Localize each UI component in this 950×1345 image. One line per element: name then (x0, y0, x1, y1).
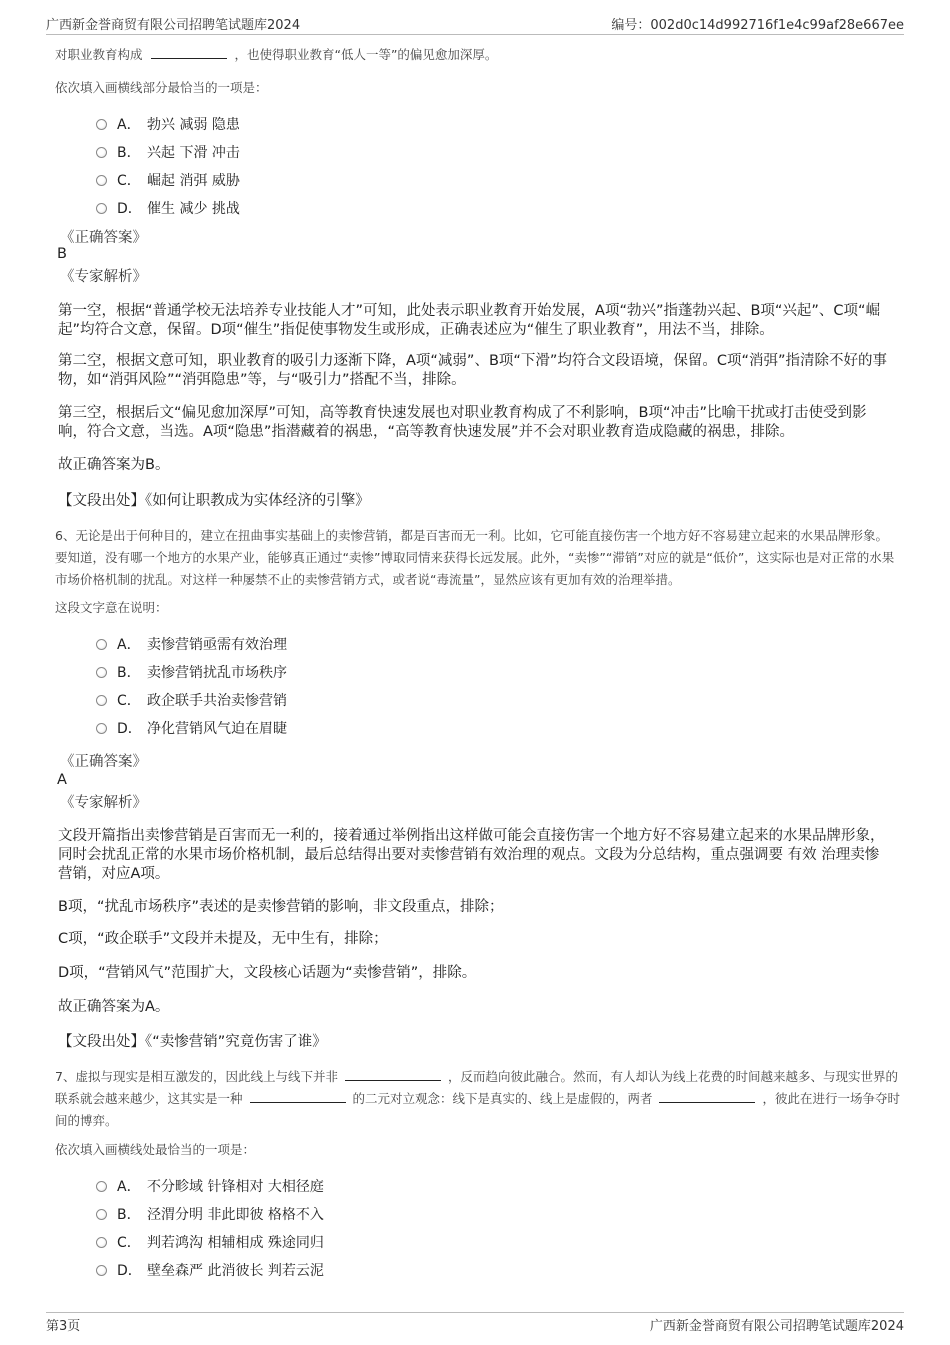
option-letter: A． (117, 1179, 141, 1195)
option-d[interactable] (96, 1256, 696, 1284)
source-citation: 【文段出处】《“卖惨营销”究竟伤害了谁》 (58, 1034, 327, 1050)
option-letter: A． (117, 117, 141, 133)
option-letter: B． (117, 665, 141, 681)
option-text: 政企联手共治卖惨营销 (147, 693, 287, 709)
fill-blank (659, 1088, 755, 1103)
option-letter: C． (117, 693, 141, 709)
radio-icon[interactable] (96, 639, 107, 650)
option-d[interactable] (96, 194, 696, 222)
question-stem (55, 1066, 900, 1132)
option-text: 催生 减少 挑战 (147, 201, 240, 217)
analysis-paragraph: C项，“政企联手”文段并未提及，无中生有，排除； (58, 931, 388, 947)
radio-icon[interactable] (96, 723, 107, 734)
radio-icon[interactable] (96, 695, 107, 706)
option-text: 净化营销风气迫在眉睫 (147, 721, 287, 737)
stem-text: 对职业教育构成 (55, 47, 143, 62)
stem-text: ，彼此在进行一场争夺时间的博弈。 (55, 1091, 900, 1128)
analysis-label: 《专家解析》 (60, 795, 147, 811)
option-text: 兴起 下滑 冲击 (147, 145, 240, 161)
analysis-paragraph: D项，“营销风气”范围扩大，文段核心话题为“卖惨营销”，排除。 (58, 965, 477, 981)
page-header (46, 12, 904, 35)
radio-icon[interactable] (96, 1181, 107, 1192)
answer-label: 《正确答案》 (60, 230, 147, 246)
answer-value: A (57, 772, 67, 788)
option-text: 不分畛域 针锋相对 大相径庭 (147, 1179, 324, 1195)
option-letter: C． (117, 1235, 141, 1251)
analysis-conclusion: 故正确答案为A。 (58, 999, 170, 1015)
radio-icon[interactable] (96, 1237, 107, 1248)
radio-icon[interactable] (96, 175, 107, 186)
option-letter: B． (117, 145, 141, 161)
option-list (96, 1172, 696, 1284)
option-text: 卖惨营销亟需有效治理 (147, 637, 287, 653)
fill-blank (151, 44, 227, 59)
answer-value: B (57, 246, 67, 262)
option-letter: D． (117, 1263, 142, 1279)
option-letter: B． (117, 1207, 141, 1223)
analysis-paragraph: 第一空，根据“普通学校无法培养专业技能人才”可知，此处表示职业教育开始发展，A项“勃兴”指蓬勃兴起、B项“兴起”、C项“崛起”均符合文意，保留。D项“催生”指促使事物发生或形成，正确表述应为“催生了职业教育”，用法不当，排除。 (58, 303, 881, 338)
stem-text: 7、虚拟与现实是相互激发的，因此线上与线下并非 (55, 1069, 338, 1084)
stem-text: ，也使得职业教育“低人一等”的偏见愈加深厚。 (234, 47, 498, 62)
question-prompt: 依次填入画横线处最恰当的一项是： (55, 1142, 256, 1157)
stem-text: ，反而趋向彼此融合。然而，有人却认为线上花费的时间越来越多、与现实世界的联系就会越来越少，这其实是一种 (55, 1069, 898, 1106)
option-b[interactable] (96, 1200, 696, 1228)
radio-icon[interactable] (96, 119, 107, 130)
header-title: 广西新金誉商贸有限公司招聘笔试题库2024 (46, 18, 301, 33)
analysis-paragraph: 第二空，根据文意可知，职业教育的吸引力逐渐下降，A项“减弱”、B项“下滑”均符合文段语境，保留。C项“消弭”指清除不好的事物，如“消弭风险”“消弭隐患”等，与“吸引力”搭配不当，排除。 (58, 353, 888, 388)
analysis-conclusion: 故正确答案为B。 (58, 457, 170, 473)
option-text: 崛起 消弭 威胁 (147, 173, 240, 189)
radio-icon[interactable] (96, 147, 107, 158)
option-letter: D． (117, 721, 142, 737)
option-a[interactable] (96, 1172, 696, 1200)
radio-icon[interactable] (96, 667, 107, 678)
answer-label: 《正确答案》 (60, 754, 147, 770)
option-letter: D． (117, 201, 142, 217)
document-id: 编号：002d0c14d992716f1e4c99af28e667ee (611, 18, 904, 33)
option-letter: C． (117, 173, 141, 189)
analysis-paragraph: B项，“扰乱市场秩序”表述的是卖惨营销的影响，非文段重点，排除； (58, 899, 504, 915)
fill-blank (345, 1066, 441, 1081)
option-d[interactable] (96, 714, 696, 742)
analysis-label: 《专家解析》 (60, 269, 147, 285)
option-list (96, 630, 696, 742)
question-stem: 6、无论是出于何种目的，建立在扭曲事实基础上的卖惨营销，都是百害而无一利。比如，它可能直接伤害一个地方好不容易建立起来的水果品牌形象。要知道，没有哪一个地方的水果产业，能够真正通过“卖惨”博取同情来获得长远发展。此外，“卖惨”“滞销”对应的就是“低价”，这实际也是对正常的水果市场价格机制的扰乱。对这样一种屡禁不止的卖惨营销方式，或者说“毒流量”，显然应该有更加有效的治理举措。 (55, 528, 895, 587)
page-footer (46, 1312, 904, 1335)
radio-icon[interactable] (96, 1209, 107, 1220)
source-citation: 【文段出处】《如何让职教成为实体经济的引擎》 (58, 493, 370, 509)
option-text: 卖惨营销扰乱市场秩序 (147, 665, 287, 681)
question-prompt: 依次填入画横线部分最恰当的一项是： (55, 80, 268, 95)
radio-icon[interactable] (96, 1265, 107, 1276)
option-b[interactable] (96, 658, 696, 686)
option-b[interactable] (96, 138, 696, 166)
option-text: 壁垒森严 此消彼长 判若云泥 (147, 1263, 324, 1279)
option-c[interactable] (96, 166, 696, 194)
option-text: 判若鸿沟 相辅相成 殊途同归 (147, 1235, 324, 1251)
option-text: 勃兴 减弱 隐患 (147, 117, 240, 133)
option-a[interactable] (96, 630, 696, 658)
stem-text: 的二元对立观念：线下是真实的、线上是虚假的，两者 (352, 1091, 653, 1106)
option-list (96, 110, 696, 222)
footer-title: 广西新金誉商贸有限公司招聘笔试题库2024 (649, 1319, 904, 1334)
question-prompt: 这段文字意在说明： (55, 600, 168, 615)
analysis-paragraph: 文段开篇指出卖惨营销是百害而无一利的，接着通过举例指出这样做可能会直接伤害一个地方好不容易建立起来的水果品牌形象，同时会扰乱正常的水果市场价格机制，最后总结得出要对卖惨营销有效治理的观点。文段为分总结构，重点强调要 有效 治理卖惨营销，对应A项。 (58, 828, 885, 882)
fill-blank (250, 1088, 346, 1103)
option-text: 泾渭分明 非此即彼 格格不入 (147, 1207, 324, 1223)
option-c[interactable] (96, 686, 696, 714)
analysis-paragraph: 第三空，根据后文“偏见愈加深厚”可知，高等教育快速发展也对职业教育构成了不利影响，B项“冲击”比喻干扰或打击使受到影响，符合文意，当选。A项“隐患”指潜藏着的祸患，“高等教育快速发展”并不会对职业教育造成隐藏的祸患，排除。 (58, 405, 867, 440)
radio-icon[interactable] (96, 203, 107, 214)
option-letter: A． (117, 637, 141, 653)
option-c[interactable] (96, 1228, 696, 1256)
option-a[interactable] (96, 110, 696, 138)
page-number: 第3页 (46, 1319, 81, 1334)
question-stem-continuation (55, 44, 900, 66)
